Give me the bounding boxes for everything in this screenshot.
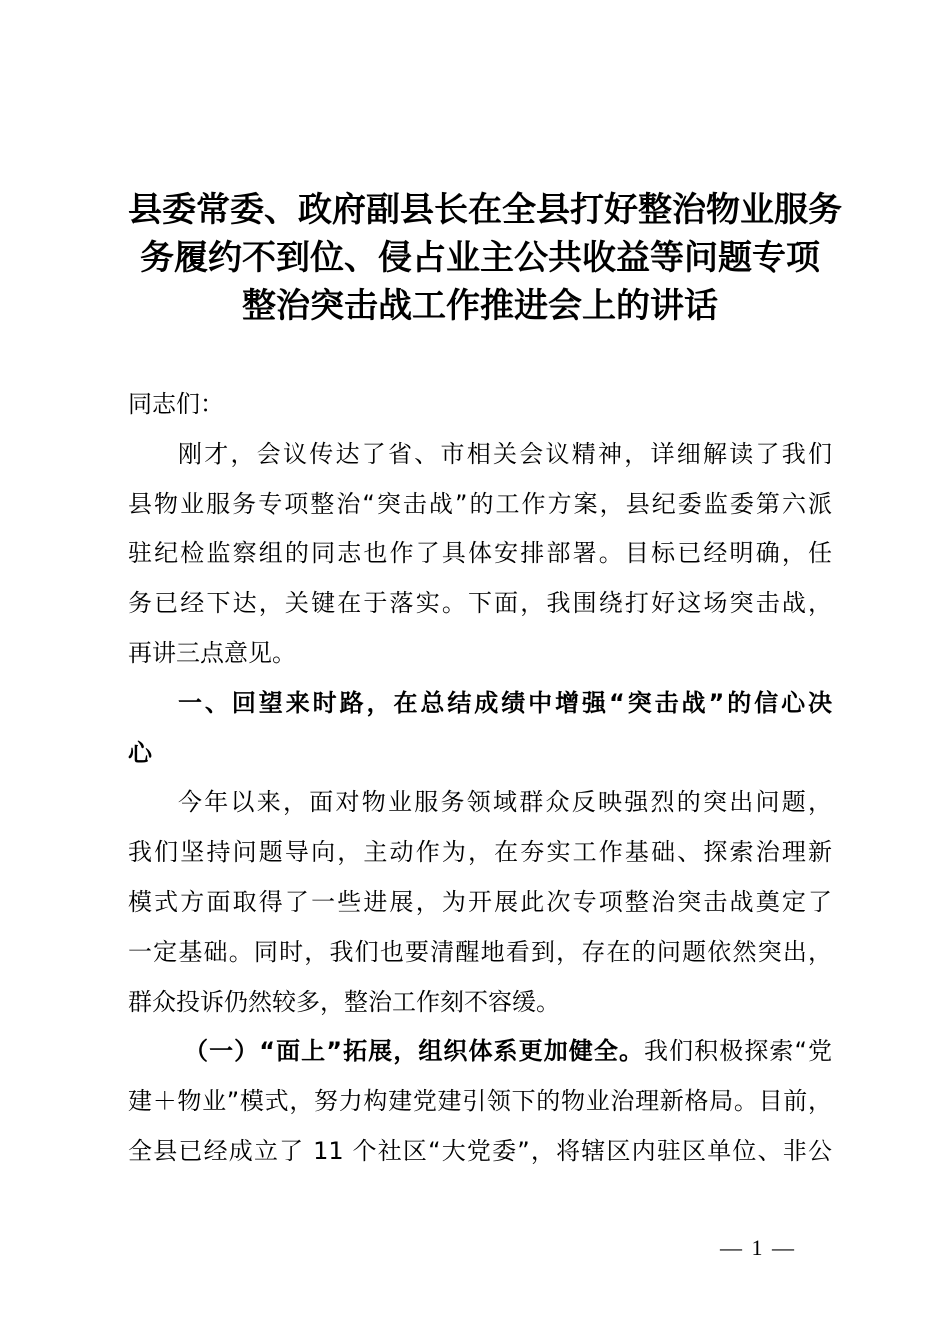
text-line: 模式方面取得了一些进展，为开展此次专项整治突击战奠定了 [128, 887, 832, 916]
text-line: 今年以来，面对物业服务领域群众反映强烈的突出问题， [178, 788, 832, 817]
text-line: 县物业服务专项整治“突击战”的工作方案，县纪委监委第六派 [128, 489, 832, 518]
salutation: 同志们： [128, 390, 224, 418]
text-line: 一定基础。同时，我们也要清醒地看到，存在的问题依然突出， [128, 937, 832, 966]
text-line: 建＋物业”模式，努力构建党建引领下的物业治理新格局。目前， [128, 1087, 832, 1116]
page-number: — 1 — [720, 1235, 796, 1260]
title-line: 务履约不到位、侵占业主公共收益等问题专项 [140, 238, 820, 278]
heading-line: 一、回望来时路，在总结成绩中增强“突击战”的信心决 [178, 688, 832, 717]
section-heading-1 [128, 679, 832, 779]
text-line: 务已经下达，关键在于落实。下面，我围绕打好这场突击战， [128, 589, 832, 618]
heading-line: 心 [128, 738, 152, 767]
document-title [128, 186, 842, 330]
document-body [128, 380, 832, 1177]
title-line: 县委常委、政府副县长在全县打好整治物业服务 [128, 190, 842, 230]
text-line [128, 1027, 832, 1077]
text-span: 我们积极探索“党 [644, 1037, 833, 1066]
text-line: 再讲三点意见。 [128, 638, 296, 667]
paragraph-review [128, 778, 832, 1027]
text-line: 全县已经成立了 11 个社区“大党委”，将辖区内驻区单位、非公 [128, 1136, 832, 1165]
text-line: 我们坚持问题导向，主动作为，在夯实工作基础、探索治理新 [128, 838, 832, 867]
text-line: 群众投诉仍然较多，整治工作刻不容缓。 [128, 987, 560, 1016]
text-line: 刚才，会议传达了省、市相关会议精神，详细解读了我们 [178, 439, 832, 468]
text-line: 驻纪检监察组的同志也作了具体安排部署。目标已经明确，任 [128, 539, 832, 568]
title-line: 整治突击战工作推进会上的讲话 [242, 286, 718, 326]
paragraph-intro [128, 430, 832, 679]
subsection-lead: （一）“面上”拓展，组织体系更加健全。 [184, 1037, 645, 1066]
paragraph-subsection-1 [128, 1027, 832, 1176]
